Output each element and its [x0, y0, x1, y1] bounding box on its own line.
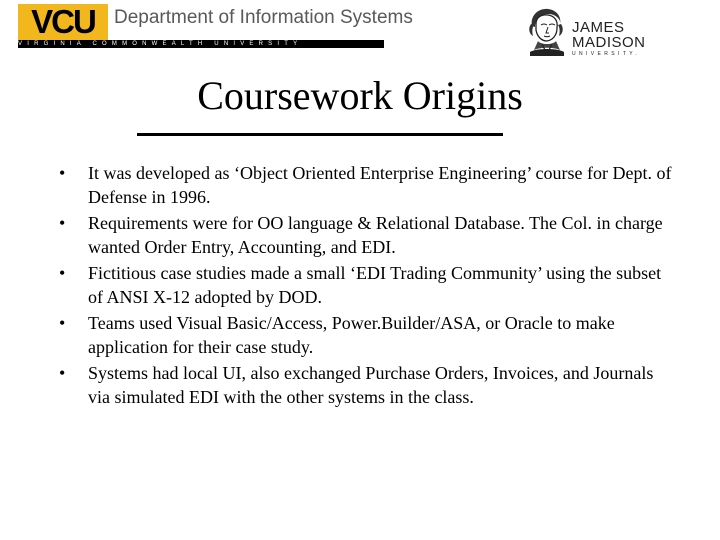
bullet-text: Teams used Visual Basic/Access, Power.Builder/ASA, or Oracle to make application for their case study. — [88, 313, 615, 357]
bullet-item — [56, 311, 676, 359]
jmu-name-line1: JAMES — [572, 19, 625, 36]
bullet-marker: • — [59, 313, 66, 333]
vcu-logo-mark: VCU — [18, 4, 108, 40]
madison-portrait-icon — [524, 6, 568, 56]
bullet-list — [56, 161, 676, 411]
bullet-text: Requirements were for OO language & Relational Database. The Col. in charge wanted Order Entry, Accounting, and EDI. — [88, 213, 663, 257]
bullet-item — [56, 211, 676, 259]
bullet-marker: • — [59, 213, 66, 233]
department-name: Department of Information Systems — [114, 7, 413, 28]
bullet-marker: • — [59, 163, 66, 183]
jmu-university-label: UNIVERSITY. — [572, 51, 641, 57]
jmu-logo — [524, 6, 644, 58]
vcu-logo — [18, 3, 413, 47]
slide-title: Coursework Origins — [197, 73, 523, 118]
bullet-text: Systems had local UI, also exchanged Purchase Orders, Invoices, and Journals via simulated EDI with the other systems in the class. — [88, 363, 654, 407]
bullet-marker: • — [59, 263, 66, 283]
title-underline — [137, 133, 503, 136]
bullet-item — [56, 261, 676, 309]
bullet-text: It was developed as ‘Object Oriented Enterprise Engineering’ course for Dept. of Defense in 1996. — [88, 163, 672, 207]
bullet-item — [56, 361, 676, 409]
vcu-logo-strip: VIRGINIA COMMONWEALTH UNIVERSITY — [18, 40, 384, 48]
bullet-text: Fictitious case studies made a small ‘EDI Trading Community’ using the subset of ANSI X-12 adopted by DOD. — [88, 263, 662, 307]
bullet-item — [56, 161, 676, 209]
bullet-marker: • — [59, 363, 66, 383]
jmu-name-line2: MADISON — [572, 34, 646, 51]
